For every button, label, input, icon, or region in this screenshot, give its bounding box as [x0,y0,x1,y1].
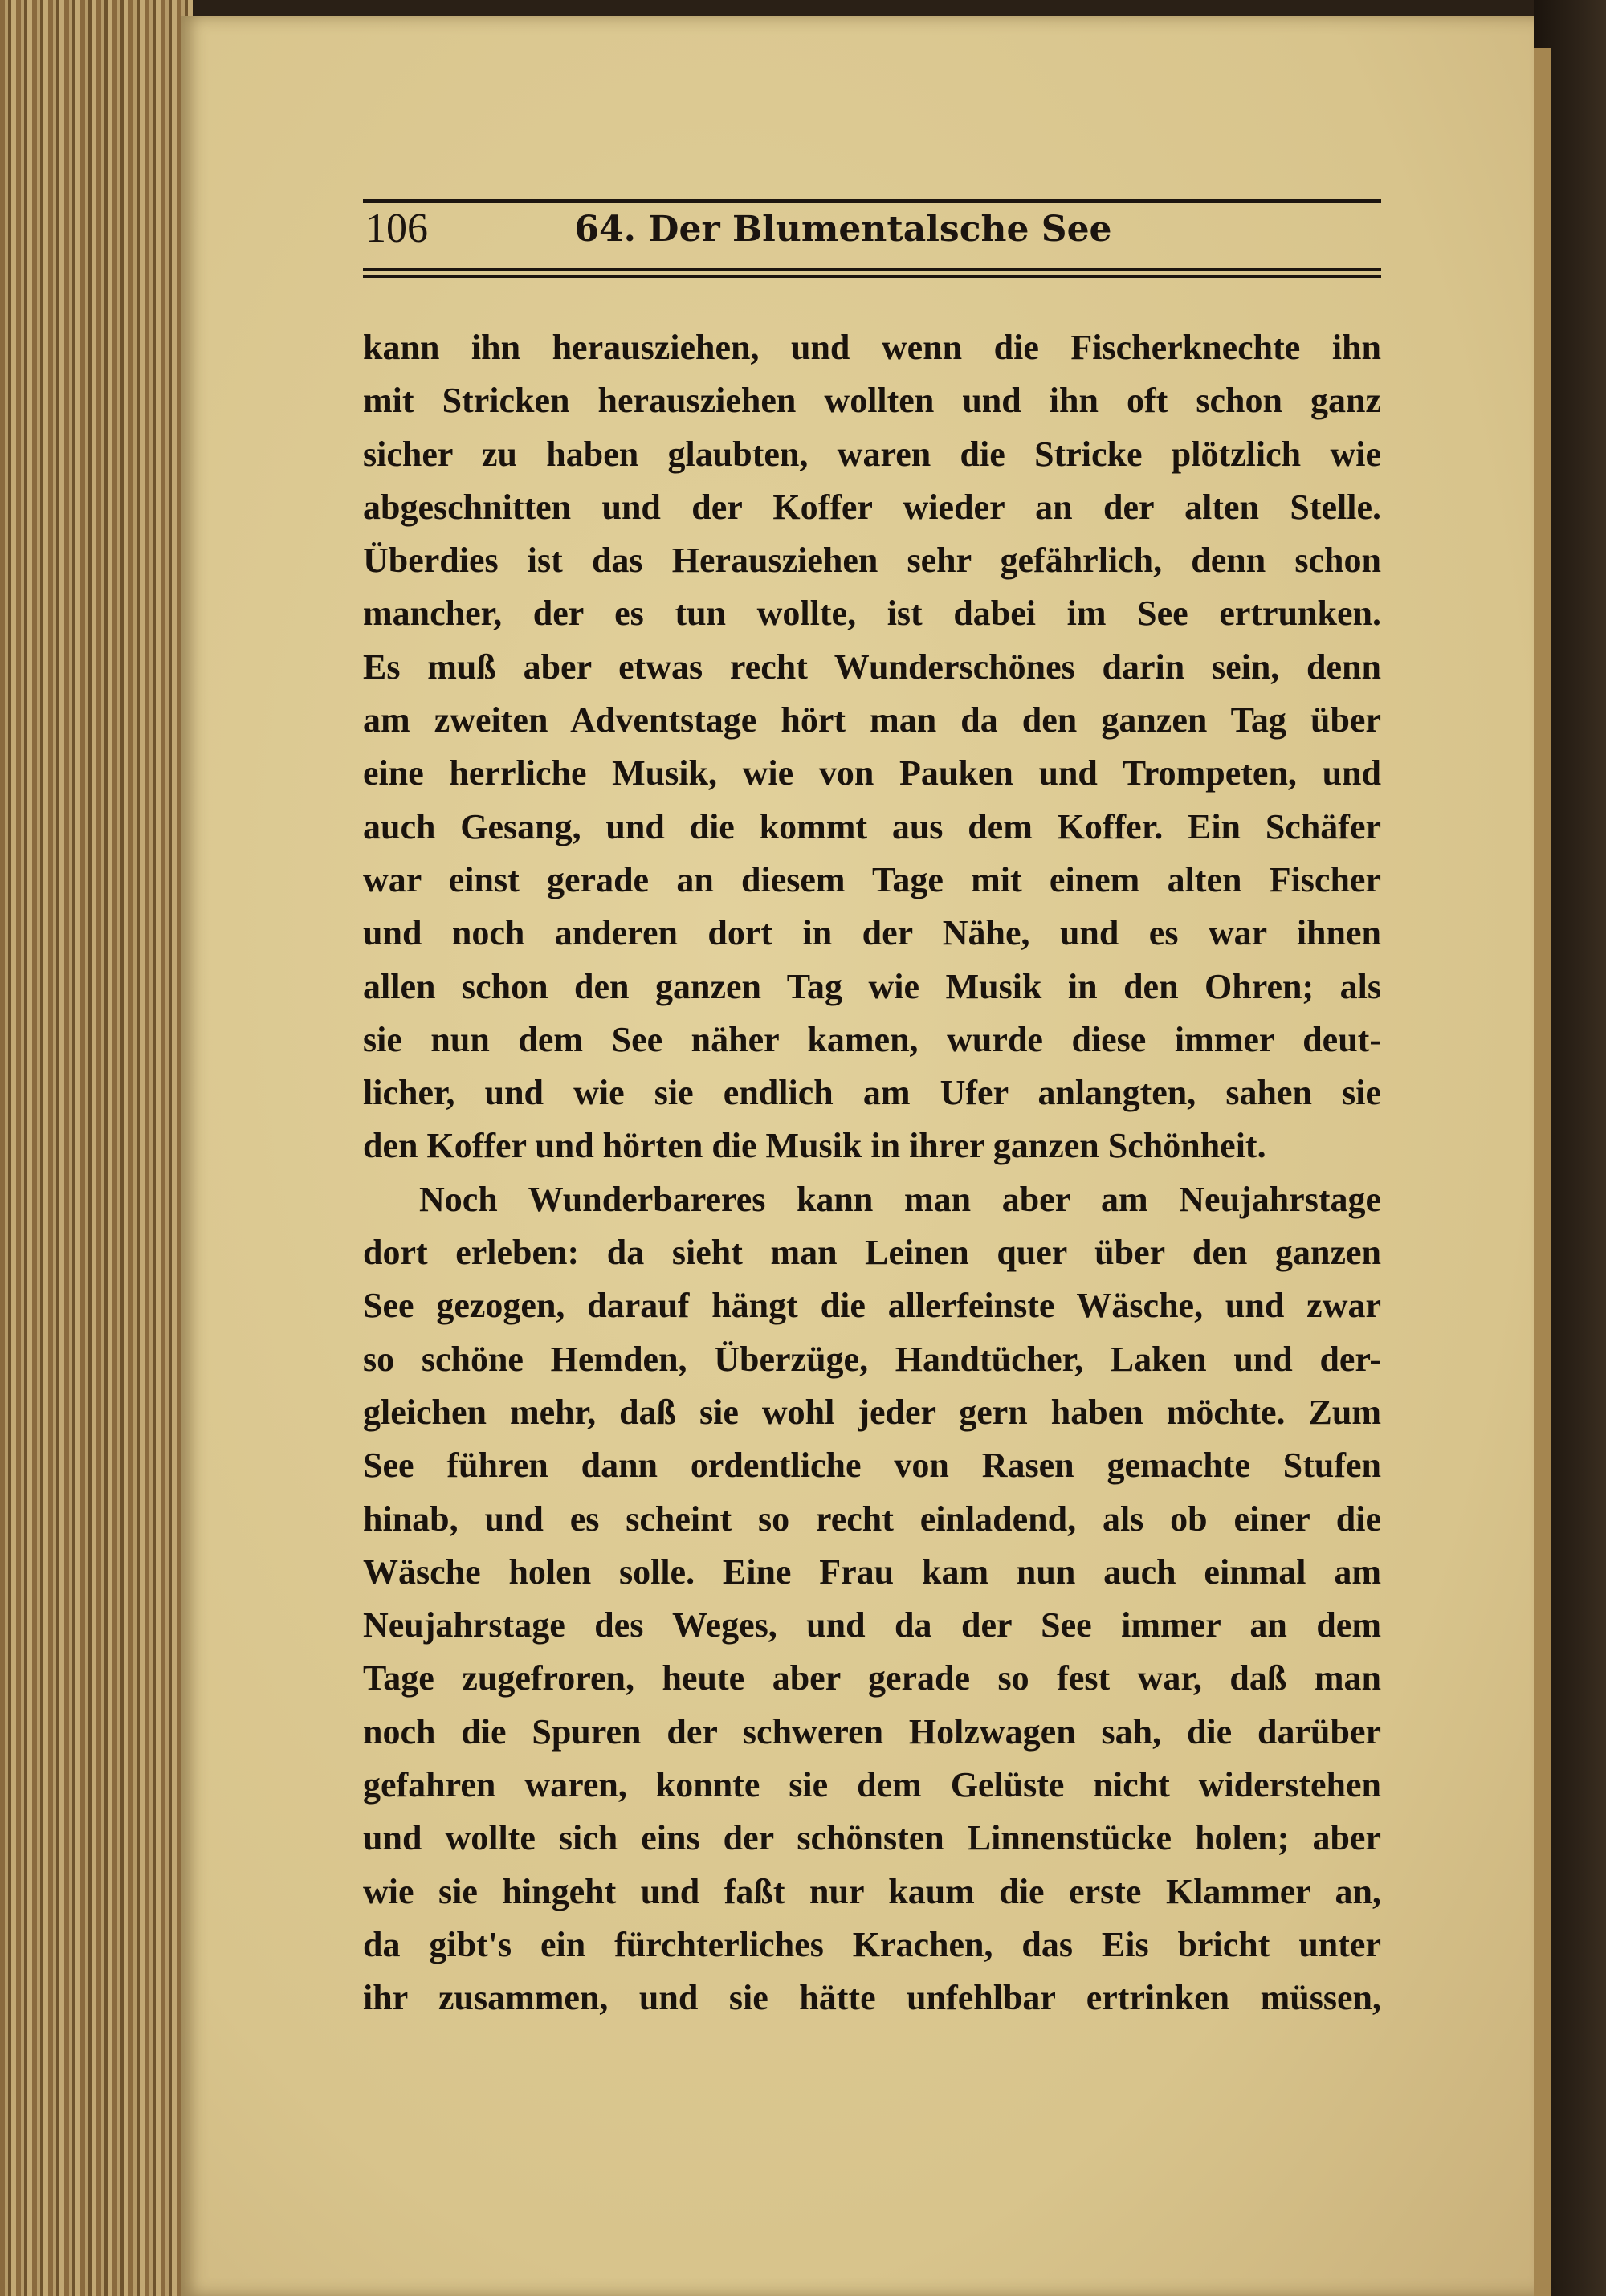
text-line: See führen dann ordentliche von Rasen gemachte Stufen [363,1446,1381,1486]
text-line: abgeschnitten und der Koffer wieder an der alten Stelle. [363,487,1381,527]
text-line: Überdies ist das Herausziehen sehr gefährlich, denn schon [363,540,1381,581]
text-line: war einst gerade an diesem Tage mit einem alten Fischer [363,859,1381,899]
text-line: kann ihn herausziehen, und wenn die Fischerknechte ihn [363,328,1381,367]
header-top-rule [363,199,1381,203]
text-line: eine herrliche Musik, wie von Pauken und Trompeten, und [363,753,1381,793]
text-line: mancher, der es tun wollte, ist dabei im See ertrunken. [363,593,1381,634]
text-line: gleichen mehr, daß sie wohl jeder gern haben möchte. Zum [363,1392,1381,1432]
text-line: hinab, und es scheint so recht einladend, als ob einer die [363,1499,1381,1539]
text-line: licher, und wie sie endlich am Ufer anlangten, sahen sie [363,1073,1381,1113]
text-line: noch die Spuren der schweren Holzwagen sah, die darüber [363,1711,1381,1752]
page-stack-edge [0,0,193,2296]
text-line: den Koffer und hörten die Musik in ihrer ganzen Schönheit. [363,1126,1266,1166]
text-line: auch Gesang, und die kommt aus dem Koffer. Ein Schäfer [363,806,1381,846]
page-number: 106 [365,206,428,251]
book-cover-edge [1534,0,1606,2296]
text-line: ihr zusammen, und sie hätte unfehlbar ertrinken müssen, [363,1978,1381,2018]
text-line: gefahren waren, konnte sie dem Gelüste nicht widerstehen [363,1765,1381,1805]
text-line: Noch Wunderbareres kann man aber am Neujahrstage [419,1179,1381,1219]
text-line: dort erleben: da sieht man Leinen quer über den ganzen [363,1233,1381,1273]
header-double-rule-bottom [363,275,1381,278]
text-line: sicher zu haben glaubten, waren die Stricke plötzlich wie [363,434,1381,474]
text-line: wie sie hingeht und faßt nur kaum die erste Klammer an, [363,1871,1381,1911]
body-text [363,321,1381,2025]
text-line: so schöne Hemden, Überzüge, Handtücher, Laken und der- [363,1339,1381,1379]
text-line: und noch anderen dort in der Nähe, und es war ihnen [363,913,1381,953]
text-line: Tage zugefroren, heute aber gerade so fest war, daß man [363,1658,1381,1699]
text-line: allen schon den ganzen Tag wie Musik in den Ohren; als [363,966,1381,1006]
text-line: sie nun dem See näher kamen, wurde diese immer deut- [363,1019,1381,1059]
text-line: am zweiten Adventstage hört man da den ganzen Tag über [363,700,1381,740]
running-header-title: 64. Der Blumentalsche See [574,209,1112,250]
text-line: Neujahrstage des Weges, und da der See immer an dem [363,1605,1381,1646]
text-line: mit Stricken herausziehen wollten und ihn oft schon ganz [363,381,1381,421]
text-line: Es muß aber etwas recht Wunderschönes darin sein, denn [363,646,1381,687]
text-line: da gibt's ein fürchterliches Krachen, das Eis bricht unter [363,1924,1381,1964]
header-double-rule-top [363,268,1381,271]
text-line: Wäsche holen solle. Eine Frau kam nun auch einmal am [363,1552,1381,1592]
text-line: und wollte sich eins der schönsten Linnenstücke holen; aber [363,1818,1381,1858]
text-line: See gezogen, darauf hängt die allerfeinste Wäsche, und zwar [363,1286,1381,1326]
